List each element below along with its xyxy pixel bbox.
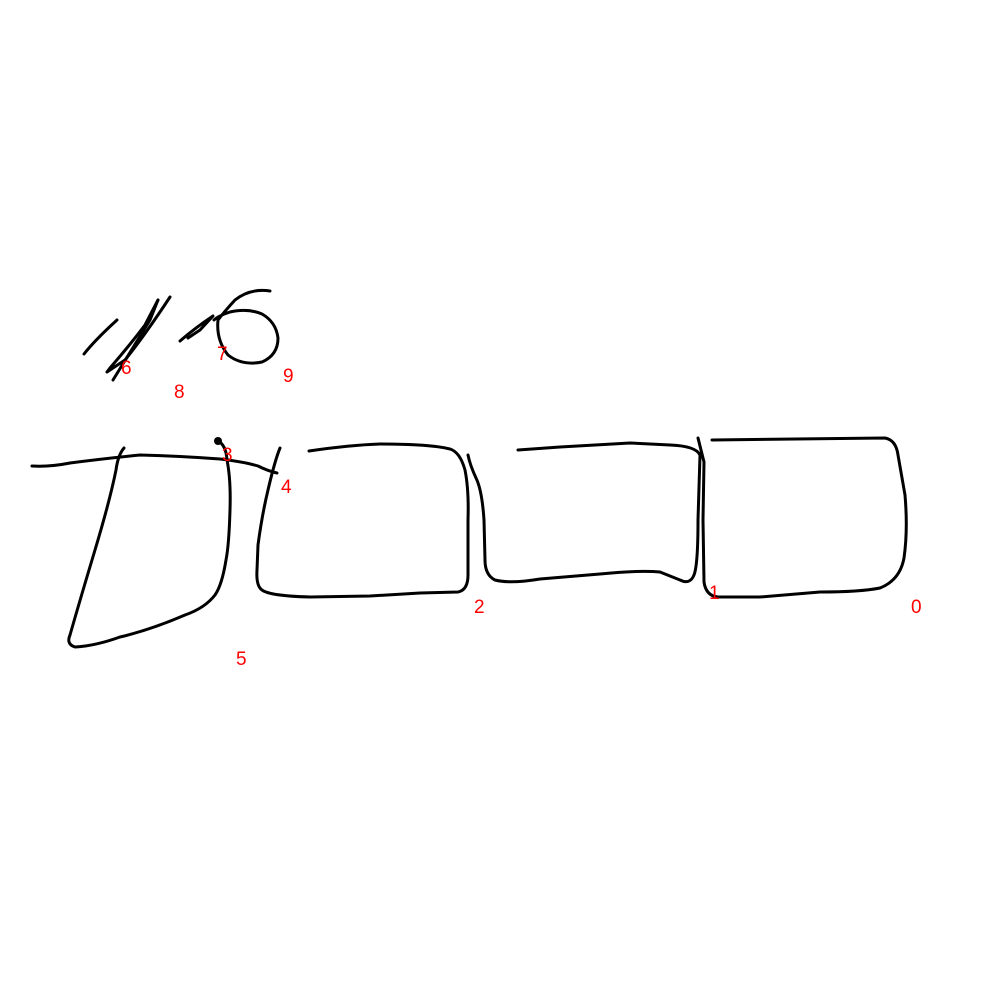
stroke-6-slant-b <box>107 297 170 372</box>
label-1: 1 <box>709 583 720 604</box>
stroke-0-box <box>698 438 906 597</box>
label-3: 3 <box>222 445 233 466</box>
label-0: 0 <box>911 597 922 618</box>
label-7: 7 <box>217 344 228 365</box>
stroke-1-box <box>468 443 700 582</box>
label-8: 8 <box>174 382 185 403</box>
stroke-6-slant-a <box>84 320 117 354</box>
label-5: 5 <box>236 649 247 670</box>
stroke-3-arc <box>69 441 230 647</box>
label-6: 6 <box>121 358 132 379</box>
label-2: 2 <box>474 597 485 618</box>
stroke-4-line <box>32 455 277 473</box>
label-9: 9 <box>283 366 294 387</box>
stroke-2-box <box>257 444 468 597</box>
stroke-7-slant <box>180 316 213 341</box>
label-4: 4 <box>281 477 292 498</box>
